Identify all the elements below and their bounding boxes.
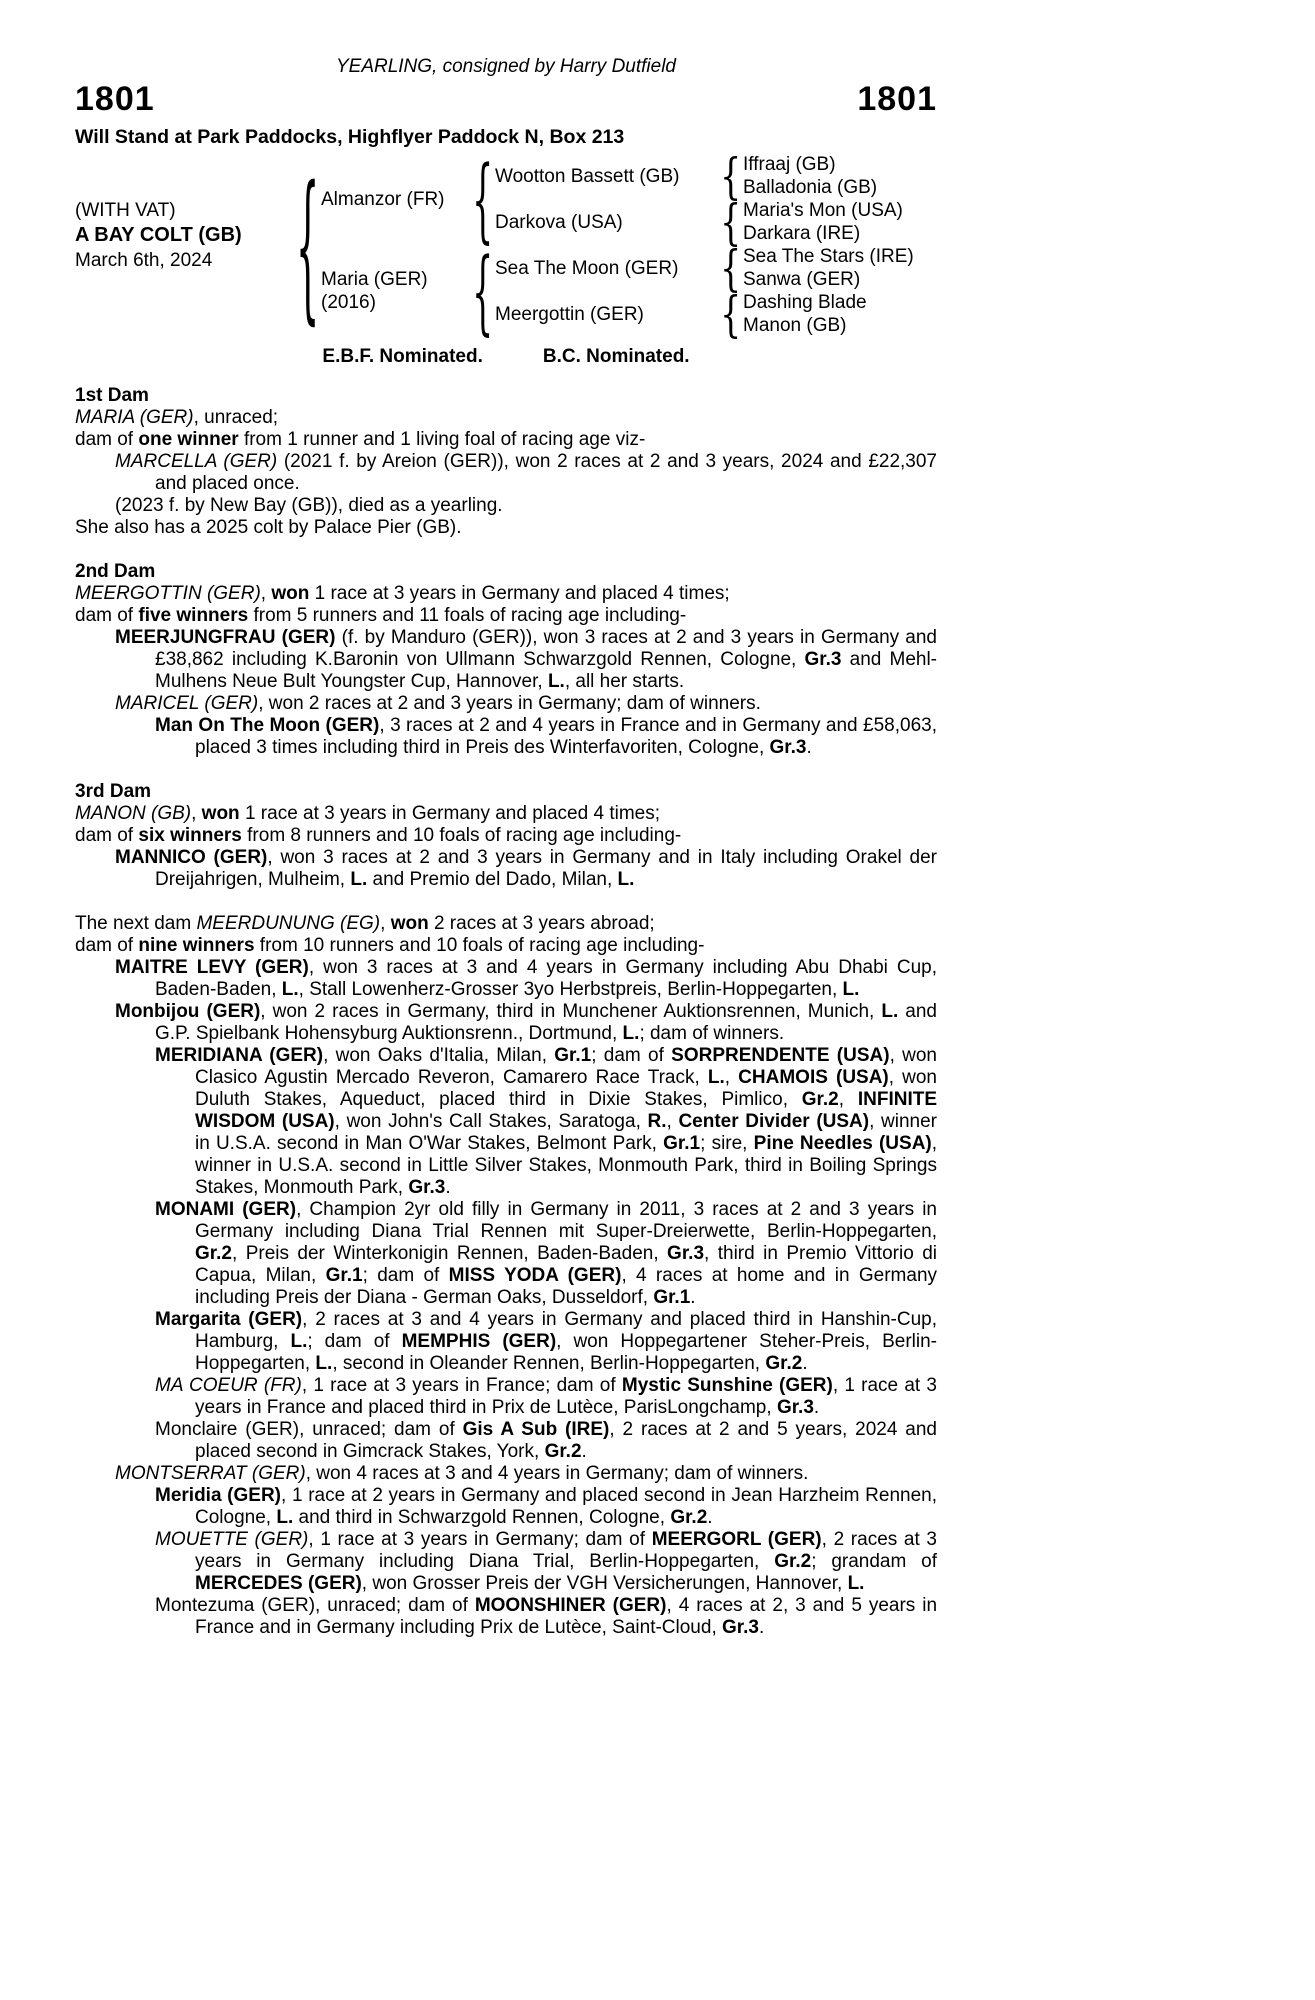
dam-name xyxy=(321,268,471,314)
emphasized-text: MISS YODA (GER) xyxy=(448,1265,622,1286)
text-run: , xyxy=(380,913,391,934)
pedigree-paragraph xyxy=(75,715,937,759)
grandsire-group xyxy=(495,153,937,199)
great-grandsire-name: Maria's Mon (USA) xyxy=(743,200,903,221)
pedigree-paragraph xyxy=(75,825,937,847)
text-run: , won Clasico Agustin Mercado Reveron, Camarero Race Track, xyxy=(195,1045,937,1088)
text-run: , won Grosser Preis der VGH Versicherungen, Hannover, xyxy=(361,1573,848,1594)
emphasized-text: Gr.3 xyxy=(804,649,842,670)
dam-brace xyxy=(471,268,495,314)
lot-number-left: 1801 xyxy=(75,80,155,118)
emphasized-text: Gr.3 xyxy=(722,1617,759,1638)
dam-name-line: Maria (GER) xyxy=(321,269,428,290)
sire-name: Almanzor (FR) xyxy=(321,188,445,210)
text-run: , 1 race at 3 years in Germany; dam of xyxy=(308,1529,652,1550)
text-run: 1 race at 3 years in Germany and placed 4 times; xyxy=(239,803,660,824)
emphasized-text: nine winners xyxy=(138,935,255,956)
text-run: . xyxy=(758,1617,765,1638)
emphasized-text: MONAMI (GER) xyxy=(155,1199,297,1220)
text-run: , 2 races at 3 years in Germany including Diana Trial, Berlin-Hoppegarten, xyxy=(195,1529,937,1572)
emphasized-text: MONTSERRAT (GER) xyxy=(115,1463,306,1484)
section-gap xyxy=(75,891,937,913)
emphasized-text: MERIDIANA (GER) xyxy=(155,1045,324,1066)
text-run: , xyxy=(191,803,202,824)
emphasized-text: SORPRENDENTE (USA) xyxy=(671,1045,890,1066)
text-run: , won 2 races at 2 and 3 years in Germany; dam of winners. xyxy=(258,693,761,714)
text-run: . xyxy=(802,1353,808,1374)
emphasized-text: Gr.2 xyxy=(670,1507,708,1528)
emphasized-text: MANON (GB) xyxy=(75,803,192,824)
text-run: ; dam of winners. xyxy=(639,1023,785,1044)
text-run: , won John's Call Stakes, Saratoga, xyxy=(334,1111,648,1132)
granddam-name: Meergottin (GER) xyxy=(495,303,644,325)
emphasized-text: Meridia (GER) xyxy=(155,1485,282,1506)
text-run: , 2 races at 2 and 5 years, 2024 and placed second in Gimcrack Stakes, York, xyxy=(195,1419,937,1462)
emphasized-text: MEERDUNUNG (EG) xyxy=(196,913,381,934)
text-run: from 10 runners and 10 foals of racing age including- xyxy=(254,935,705,956)
text-run: , won 4 races at 3 and 4 years in Germany; dam of winners. xyxy=(305,1463,809,1484)
great-grandsire-name: Dashing Blade xyxy=(743,292,867,313)
pedigree-paragraph xyxy=(75,495,937,517)
text-run: , 1 race at 3 years in France and placed third in Prix de Lutèce, ParisLongchamp, xyxy=(195,1375,937,1418)
stand-location-line: Will Stand at Park Paddocks, Highflyer Paddock N, Box 213 xyxy=(75,126,625,148)
grandsire-parents xyxy=(743,245,937,291)
emphasized-text: won xyxy=(201,803,240,824)
emphasized-text: Gis A Sub (IRE) xyxy=(462,1419,610,1440)
emphasized-text: L. xyxy=(315,1353,333,1374)
emphasized-text: CHAMOIS (USA) xyxy=(738,1067,889,1088)
pedigree-paragraph xyxy=(75,1529,937,1595)
consignor-line: YEARLING, consigned by Harry Dutfield xyxy=(335,56,677,77)
sire-brace xyxy=(471,176,495,222)
emphasized-text: won xyxy=(390,913,429,934)
pedigree-paragraph xyxy=(75,913,937,935)
emphasized-text: L. xyxy=(842,979,860,1000)
emphasized-text: Pine Needles (USA) xyxy=(753,1133,932,1154)
emphasized-text: MARCELLA (GER) xyxy=(115,451,278,472)
emphasized-text: Gr.3 xyxy=(408,1177,446,1198)
emphasized-text: Gr.3 xyxy=(776,1397,814,1418)
foaling-date: March 6th, 2024 xyxy=(75,249,213,271)
text-run: dam of xyxy=(75,825,139,846)
dam-section-heading: 2nd Dam xyxy=(75,561,156,582)
text-run: , winner in U.S.A. second in Man O'War Stakes, Belmont Park, xyxy=(195,1111,938,1154)
emphasized-text: Man On The Moon (GER) xyxy=(155,715,380,736)
text-run: 1 race at 3 years in Germany and placed 4 times; xyxy=(309,583,730,604)
section-gap xyxy=(75,539,937,561)
text-run: , Champion 2yr old filly in Germany in 2011, 3 races at 2 and 3 years in Germany including Diana Trial Rennen mit Super-Dreierwette, Berlin-Hoppegarten, xyxy=(195,1199,938,1242)
colt-name: A BAY COLT (GB) xyxy=(75,223,242,246)
great-granddam-name: Darkara (IRE) xyxy=(743,223,861,244)
text-run: , xyxy=(838,1089,858,1110)
text-run: (2021 f. by Areion (GER)), won 2 races at 2 and 3 years, 2024 and £22,307 and placed once. xyxy=(155,451,937,494)
grandsire-brace xyxy=(719,153,743,199)
pedigree-paragraph xyxy=(75,583,937,605)
dam-section-heading: 3rd Dam xyxy=(75,781,152,802)
emphasized-text: INFINITE WISDOM (USA) xyxy=(195,1089,938,1132)
granddam-parents xyxy=(743,291,937,337)
granddam-group xyxy=(495,291,937,337)
emphasized-text: Gr.1 xyxy=(554,1045,592,1066)
text-run: , xyxy=(724,1067,739,1088)
text-run: ; sire, xyxy=(700,1133,754,1154)
text-run: , won 2 races in Germany, third in Munchener Auktionsrennen, Munich, xyxy=(260,1001,882,1022)
pedigree-paragraph xyxy=(75,1375,937,1419)
pedigree-paragraph xyxy=(75,451,937,495)
text-run: , 4 races at 2, 3 and 5 years in France and in Germany including Prix de Lutèce, Saint-Cloud, xyxy=(195,1595,938,1638)
text-run: , 1 race at 2 years in Germany and placed second in Jean Harzheim Rennen, Cologne, xyxy=(195,1485,937,1528)
pedigree-paragraph xyxy=(75,847,937,891)
ebf-nominated-label: E.B.F. Nominated. xyxy=(322,346,483,367)
text-run: , winner in U.S.A. second in Little Silver Stakes, Monmouth Park, third in Boiling Springs Stakes, Monmouth Park, xyxy=(195,1133,938,1198)
sire-group xyxy=(321,153,937,245)
text-run: ; dam of xyxy=(591,1045,672,1066)
pedigree-paragraph xyxy=(75,1419,937,1463)
emphasized-text: Gr.1 xyxy=(325,1265,363,1286)
emphasized-text: L. xyxy=(276,1507,294,1528)
emphasized-text: L. xyxy=(617,869,635,890)
emphasized-text: Gr.2 xyxy=(544,1441,582,1462)
pedigree-paragraph xyxy=(75,517,937,539)
text-run: , unraced; xyxy=(193,407,279,428)
emphasized-text: R. xyxy=(647,1111,667,1132)
dam-sections xyxy=(75,385,937,1639)
nominations-row xyxy=(75,345,937,369)
emphasized-text: five winners xyxy=(138,605,249,626)
text-run: ; dam of xyxy=(307,1331,402,1352)
granddam-parents xyxy=(743,199,937,245)
emphasized-text: Gr.3 xyxy=(769,737,807,758)
vat-note: (WITH VAT) xyxy=(75,199,176,221)
emphasized-text: Gr.3 xyxy=(667,1243,705,1264)
granddam-brace xyxy=(719,291,743,337)
text-run: . xyxy=(581,1441,587,1462)
text-run: , 3 races at 2 and 4 years in France and in Germany and £58,063, placed 3 times including third in Preis des Winterfavoriten, Cologne, xyxy=(195,715,937,758)
text-run: , xyxy=(260,583,272,604)
text-run: (2023 f. by New Bay (GB)), died as a yearling. xyxy=(115,495,503,516)
sire-grandparents xyxy=(495,153,937,245)
pedigree-paragraph xyxy=(75,1309,937,1375)
emphasized-text: MARICEL (GER) xyxy=(115,693,259,714)
text-run: The next dam xyxy=(75,913,197,934)
text-run: , 2 races at 3 and 4 years in Germany and placed third in Hanshin-Cup, Hamburg, xyxy=(195,1309,937,1352)
emphasized-text: MOONSHINER (GER) xyxy=(474,1595,667,1616)
text-run: from 5 runners and 11 foals of racing age including- xyxy=(248,605,687,626)
text-run: Monclaire (GER), unraced; dam of xyxy=(155,1419,463,1440)
great-granddam-name: Balladonia (GB) xyxy=(743,177,878,198)
emphasized-text: won xyxy=(271,583,310,604)
text-run: , won Hoppegartener Steher-Preis, Berlin-Hoppegarten, xyxy=(195,1331,937,1374)
emphasized-text: MEERJUNGFRAU (GER) xyxy=(115,627,336,648)
pedigree-main-brace xyxy=(295,222,321,268)
dam-year-line: (2016) xyxy=(321,292,376,313)
pedigree-paragraph xyxy=(75,957,937,1001)
emphasized-text: L. xyxy=(350,869,368,890)
pedigree-paragraph xyxy=(75,429,937,451)
emphasized-text: MERCEDES (GER) xyxy=(195,1573,362,1594)
great-granddam-name: Sanwa (GER) xyxy=(743,269,861,290)
section-gap xyxy=(75,759,937,781)
pedigree-paragraph xyxy=(75,1001,937,1045)
emphasized-text: Monbijou (GER) xyxy=(115,1001,261,1022)
text-run: ; grandam of xyxy=(811,1551,938,1572)
pedigree-parents-column xyxy=(321,153,937,337)
great-grandsire-name: Iffraaj (GB) xyxy=(743,154,836,175)
emphasized-text: L. xyxy=(881,1001,899,1022)
emphasized-text: Gr.2 xyxy=(765,1353,803,1374)
page-content xyxy=(75,55,937,1639)
emphasized-text: MOUETTE (GER) xyxy=(155,1529,309,1550)
text-run: , won 3 races at 3 and 4 years in Germany including Abu Dhabi Cup, Baden-Baden, xyxy=(155,957,937,1000)
text-run: from 8 runners and 10 foals of racing age including- xyxy=(241,825,682,846)
emphasized-text: L. xyxy=(847,1573,865,1594)
text-run: , won Duluth Stakes, Aqueduct, placed third in Dixie Stakes, Pimlico, xyxy=(195,1067,937,1110)
pedigree-paragraph xyxy=(75,1595,937,1639)
emphasized-text: one winner xyxy=(138,429,239,450)
dam-section-heading: 1st Dam xyxy=(75,385,149,406)
pedigree-paragraph xyxy=(75,1485,937,1529)
text-run: . xyxy=(690,1287,696,1308)
colt-info-block xyxy=(75,198,295,273)
emphasized-text: L. xyxy=(707,1067,725,1088)
text-run: 2 races at 3 years abroad; xyxy=(428,913,655,934)
pedigree-paragraph xyxy=(75,803,937,825)
emphasized-text: six winners xyxy=(138,825,242,846)
text-run: , Stall Lowenherz-Grosser 3yo Herbstpreis, Berlin-Hoppegarten, xyxy=(298,979,843,1000)
emphasized-text: L. xyxy=(290,1331,308,1352)
pedigree-paragraph xyxy=(75,407,937,429)
text-run: , second in Oleander Rennen, Berlin-Hoppegarten, xyxy=(332,1353,766,1374)
emphasized-text: Center Divider (USA) xyxy=(678,1111,870,1132)
text-run: and Mehl-Mulhens Neue Bult Youngster Cup, Hannover, xyxy=(155,649,937,692)
granddam-brace xyxy=(719,199,743,245)
text-run: Montezuma (GER), unraced; dam of xyxy=(155,1595,475,1616)
text-run: ; dam of xyxy=(362,1265,449,1286)
pedigree-paragraph xyxy=(75,627,937,693)
emphasized-text: Gr.2 xyxy=(774,1551,812,1572)
text-run: , won 3 races at 2 and 3 years in Germany and in Italy including Orakel der Dreijahrigen, Mulheim, xyxy=(155,847,937,890)
lot-number-right: 1801 xyxy=(857,80,937,118)
text-run: , all her starts. xyxy=(564,671,685,692)
text-run: (f. by Manduro (GER)), won 3 races at 2 and 3 years in Germany and £38,862 including K.Baronin von Ullmann Schwarzgold Rennen, Cologne, xyxy=(155,627,937,670)
text-run: dam of xyxy=(75,429,139,450)
grandsire-group xyxy=(495,245,937,291)
pedigree-paragraph xyxy=(75,1199,937,1309)
emphasized-text: Gr.1 xyxy=(663,1133,701,1154)
emphasized-text: MAITRE LEVY (GER) xyxy=(115,957,309,978)
text-run: , won Oaks d'Italia, Milan, xyxy=(323,1045,555,1066)
emphasized-text: Gr.1 xyxy=(653,1287,691,1308)
great-granddam-name: Manon (GB) xyxy=(743,315,847,336)
pedigree-paragraph xyxy=(75,693,937,715)
pedigree-paragraph xyxy=(75,605,937,627)
text-run: from 1 runner and 1 living foal of racing age viz- xyxy=(238,429,646,450)
emphasized-text: MEERGORL (GER) xyxy=(651,1529,822,1550)
text-run: , third in Premio Vittorio di Capua, Milan, xyxy=(195,1243,937,1286)
great-grandsire-name: Sea The Stars (IRE) xyxy=(743,246,914,267)
pedigree-paragraph xyxy=(75,935,937,957)
pedigree-table xyxy=(75,153,937,337)
grandsire-name: Sea The Moon (GER) xyxy=(495,257,679,279)
emphasized-text: MEERGOTTIN (GER) xyxy=(75,583,261,604)
granddam-group xyxy=(495,199,937,245)
text-run: . xyxy=(806,737,812,758)
emphasized-text: MARIA (GER) xyxy=(75,407,194,428)
emphasized-text: MANNICO (GER) xyxy=(115,847,268,868)
text-run: dam of xyxy=(75,605,139,626)
emphasized-text: Gr.2 xyxy=(801,1089,839,1110)
pedigree-paragraph xyxy=(75,1463,937,1485)
grandsire-parents xyxy=(743,153,937,199)
text-run: She also has a 2025 colt by Palace Pier (GB). xyxy=(75,517,462,538)
text-run: and Premio del Dado, Milan, xyxy=(367,869,618,890)
emphasized-text: MEMPHIS (GER) xyxy=(401,1331,557,1352)
text-run: . xyxy=(707,1507,713,1528)
grandsire-name: Wootton Bassett (GB) xyxy=(495,165,680,187)
emphasized-text: MA COEUR (FR) xyxy=(155,1375,302,1396)
emphasized-text: L. xyxy=(622,1023,640,1044)
grandsire-brace xyxy=(719,245,743,291)
bc-nominated-label: B.C. Nominated. xyxy=(542,346,690,367)
text-run: , 4 races at home and in Germany including Preis der Diana - German Oaks, Dusseldorf, xyxy=(195,1265,938,1308)
dam-grandparents xyxy=(495,245,937,337)
emphasized-text: L. xyxy=(547,671,565,692)
text-run: . xyxy=(813,1397,820,1418)
text-run: and G.P. Spielbank Hohensyburg Auktionsrenn., Dortmund, xyxy=(155,1001,937,1044)
granddam-name: Darkova (USA) xyxy=(495,211,623,233)
pedigree-paragraph xyxy=(75,1045,937,1199)
emphasized-text: Gr.2 xyxy=(195,1243,232,1264)
emphasized-text: Margarita (GER) xyxy=(155,1309,303,1330)
dam-group xyxy=(321,245,937,337)
text-run: , xyxy=(666,1111,679,1132)
emphasized-text: L. xyxy=(281,979,299,1000)
lot-number-row xyxy=(75,81,937,119)
text-run: and third in Schwarzgold Rennen, Cologne, xyxy=(293,1507,671,1528)
text-run: . xyxy=(445,1177,451,1198)
text-run: dam of xyxy=(75,935,139,956)
emphasized-text: Mystic Sunshine (GER) xyxy=(621,1375,833,1396)
text-run: , 1 race at 3 years in France; dam of xyxy=(301,1375,622,1396)
text-run: , Preis der Winterkonigin Rennen, Baden-Baden, xyxy=(231,1243,668,1264)
